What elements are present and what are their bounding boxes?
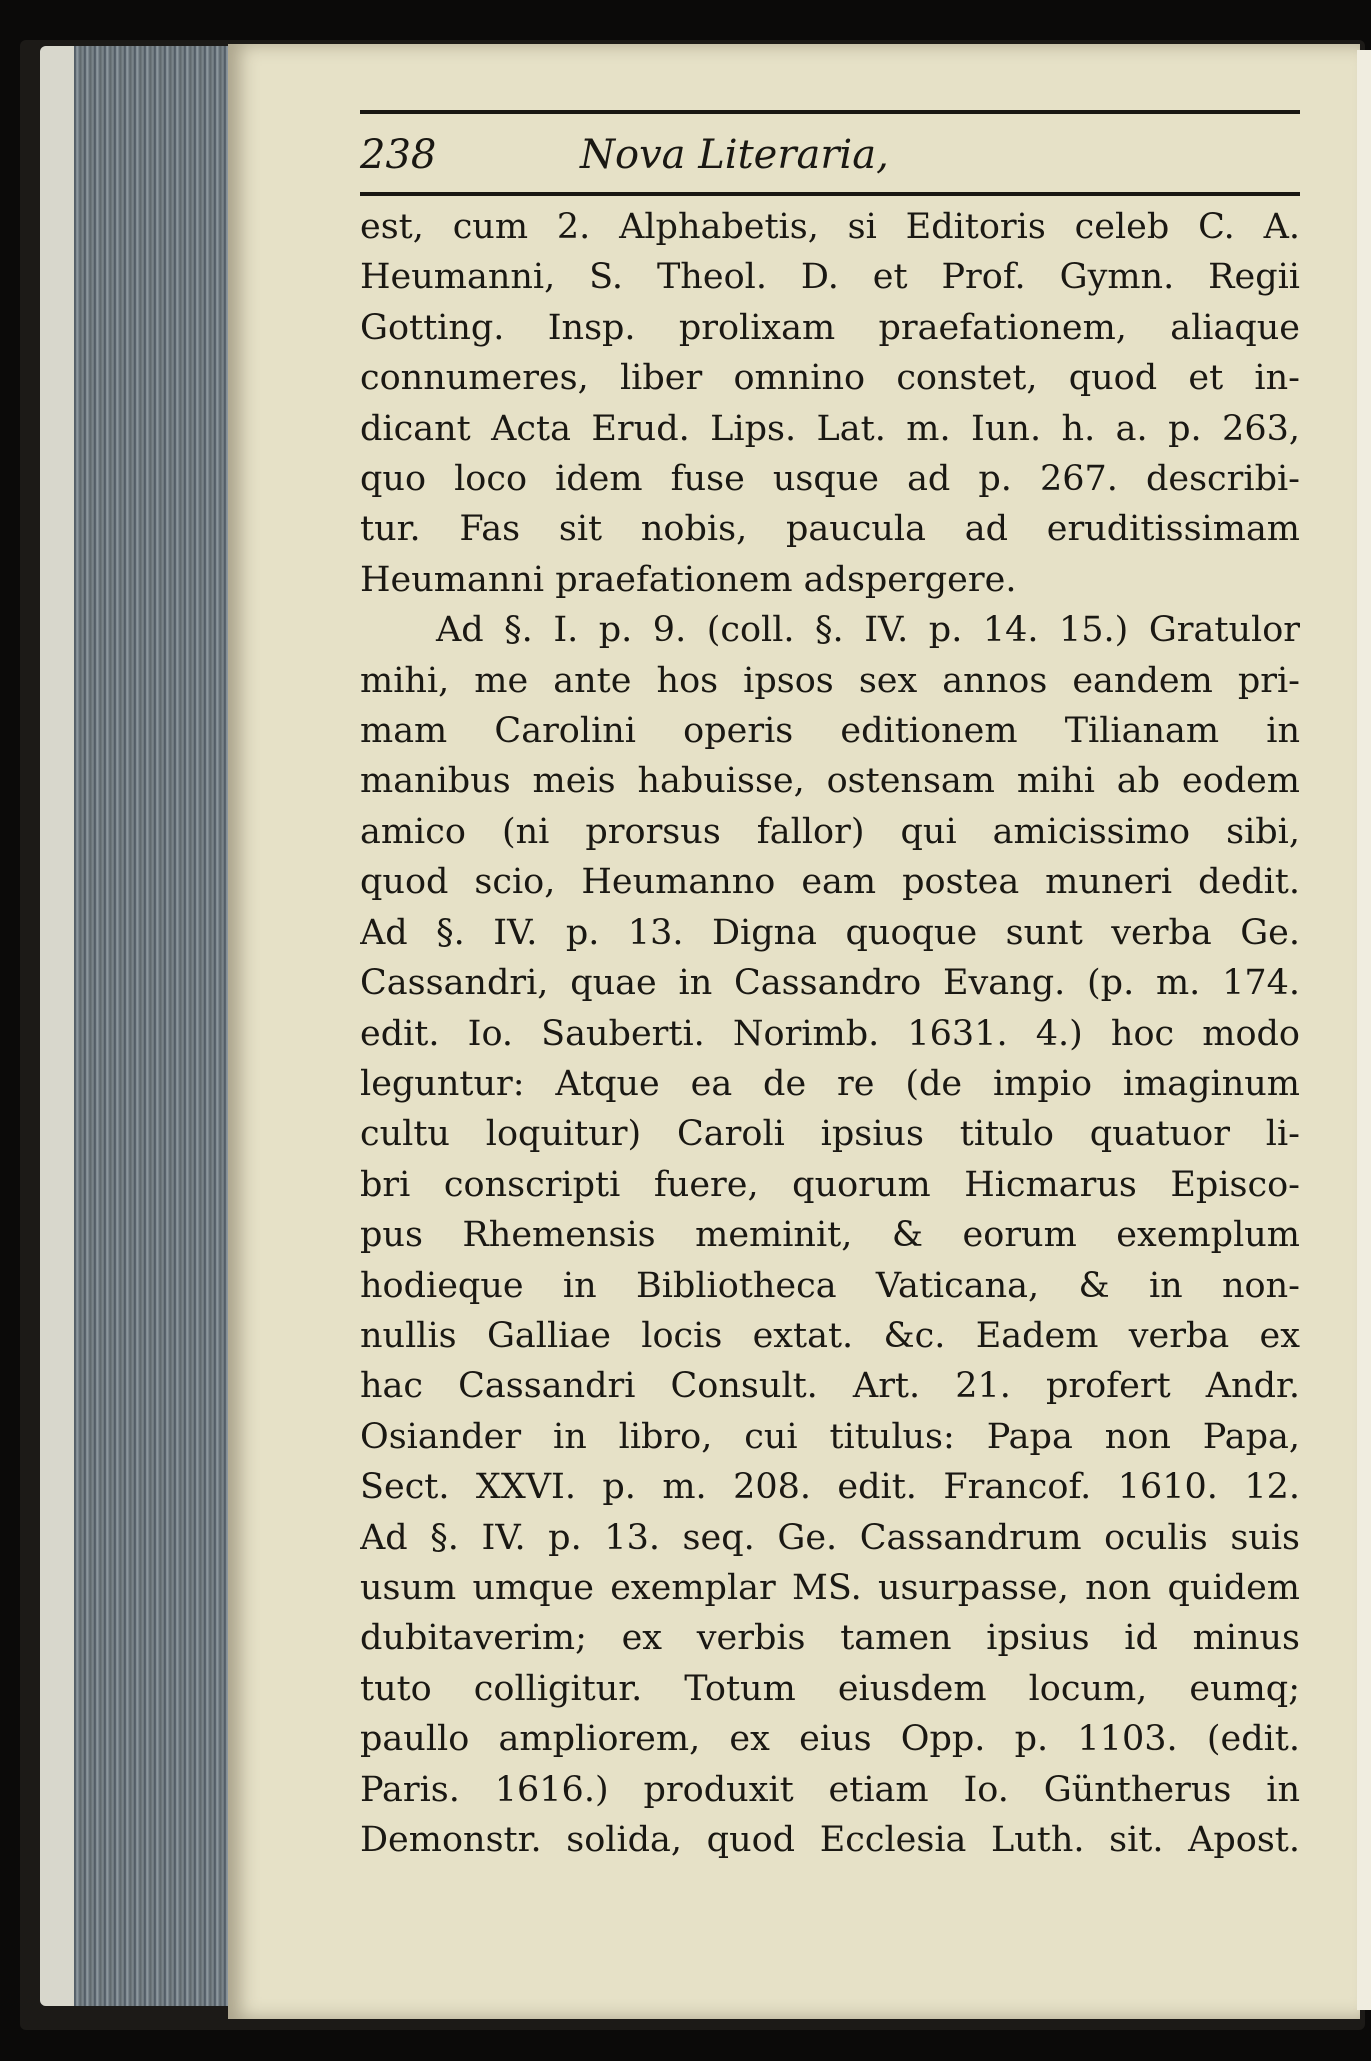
text-line: quo loco idem fuse usque ad p. 267. describi- [360,459,1300,500]
text-line: manibus meis habuisse, ostensam mihi ab eodem [360,761,1300,802]
text-line: dicant Acta Erud. Lips. Lat. m. Iun. h. a. p. 263, [360,408,1300,449]
text-line: Ad §. IV. p. 13. seq. Ge. Cassandrum oculis suis [360,1517,1300,1558]
text-line: Gotting. Insp. prolixam praefationem, aliaque [360,307,1300,348]
header-rule-top [360,110,1300,114]
text-line: mihi, me ante hos ipsos sex annos eandem pri- [360,660,1300,701]
running-title: Nova Literaria, [580,132,889,178]
page-text [360,110,1300,1865]
text-line: amico (ni prorsus fallor) qui amicissimo sibi, [360,811,1300,852]
text-line: dubitaverim; ex verbis tamen ipsius id minus [360,1618,1300,1659]
page-number: 238 [360,132,437,178]
text-line: pus Rhemensis meminit, & eorum exemplum [360,1215,1300,1256]
text-line: Heumanni, S. Theol. D. et Prof. Gymn. Regii [360,257,1300,298]
text-line: Heumanni praefationem adspergere. [360,559,1017,600]
text-line: est, cum 2. Alphabetis, si Editoris celeb C. A. [360,207,1300,247]
text-line: Cassandri, quae in Cassandro Evang. (p. m. 174. [360,963,1300,1004]
text-line: Paris. 1616.) produxit etiam Io. Güntherus in [360,1769,1300,1810]
text-line: cultu loquitur) Caroli ipsius titulo quatuor li- [360,1114,1300,1155]
text-line: hodieque in Bibliotheca Vaticana, & in non- [360,1265,1300,1306]
text-line: tur. Fas sit nobis, paucula ad eruditissimam [360,509,1300,550]
text-line: quod scio, Heumanno eam postea muneri dedit. [360,862,1300,903]
text-line: tuto colligitur. Totum eiusdem locum, eumq; [360,1668,1300,1709]
body-text [360,202,1300,1865]
text-line: Ad §. I. p. 9. (coll. §. IV. p. 14. 15.) Gratulor [436,610,1300,651]
text-line: Osiander in libro, cui titulus: Papa non Papa, [360,1416,1300,1457]
text-line: edit. Io. Sauberti. Norimb. 1631. 4.) hoc modo [360,1013,1300,1054]
text-line: bri conscripti fuere, quorum Hicmarus Episco- [360,1164,1300,1205]
right-strip [1357,50,1371,2010]
text-line: hac Cassandri Consult. Art. 21. profert Andr. [360,1366,1300,1407]
text-line: leguntur: Atque ea de re (de impio imaginum [360,1063,1300,1104]
header-rule-bottom [360,192,1300,196]
text-line: Ad §. IV. p. 13. Digna quoque sunt verba Ge. [360,912,1300,953]
text-line: Sect. XXVI. p. m. 208. edit. Francof. 1610. 12. [360,1467,1300,1508]
text-line: nullis Galliae locis extat. &c. Eadem verba ex [360,1315,1300,1356]
text-line: connumeres, liber omnino constet, quod et in- [360,358,1300,399]
page-header [360,132,1300,180]
text-line: Demonstr. solida, quod Ecclesia Luth. sit. Apost. [360,1820,1300,1860]
page-edge [40,46,230,2006]
text-line: paullo ampliorem, ex eius Opp. p. 1103. (edit. [360,1719,1300,1760]
text-line: mam Carolini operis editionem Tilianam in [360,711,1300,752]
text-line: usum umque exemplar MS. usurpasse, non quidem [360,1567,1300,1608]
